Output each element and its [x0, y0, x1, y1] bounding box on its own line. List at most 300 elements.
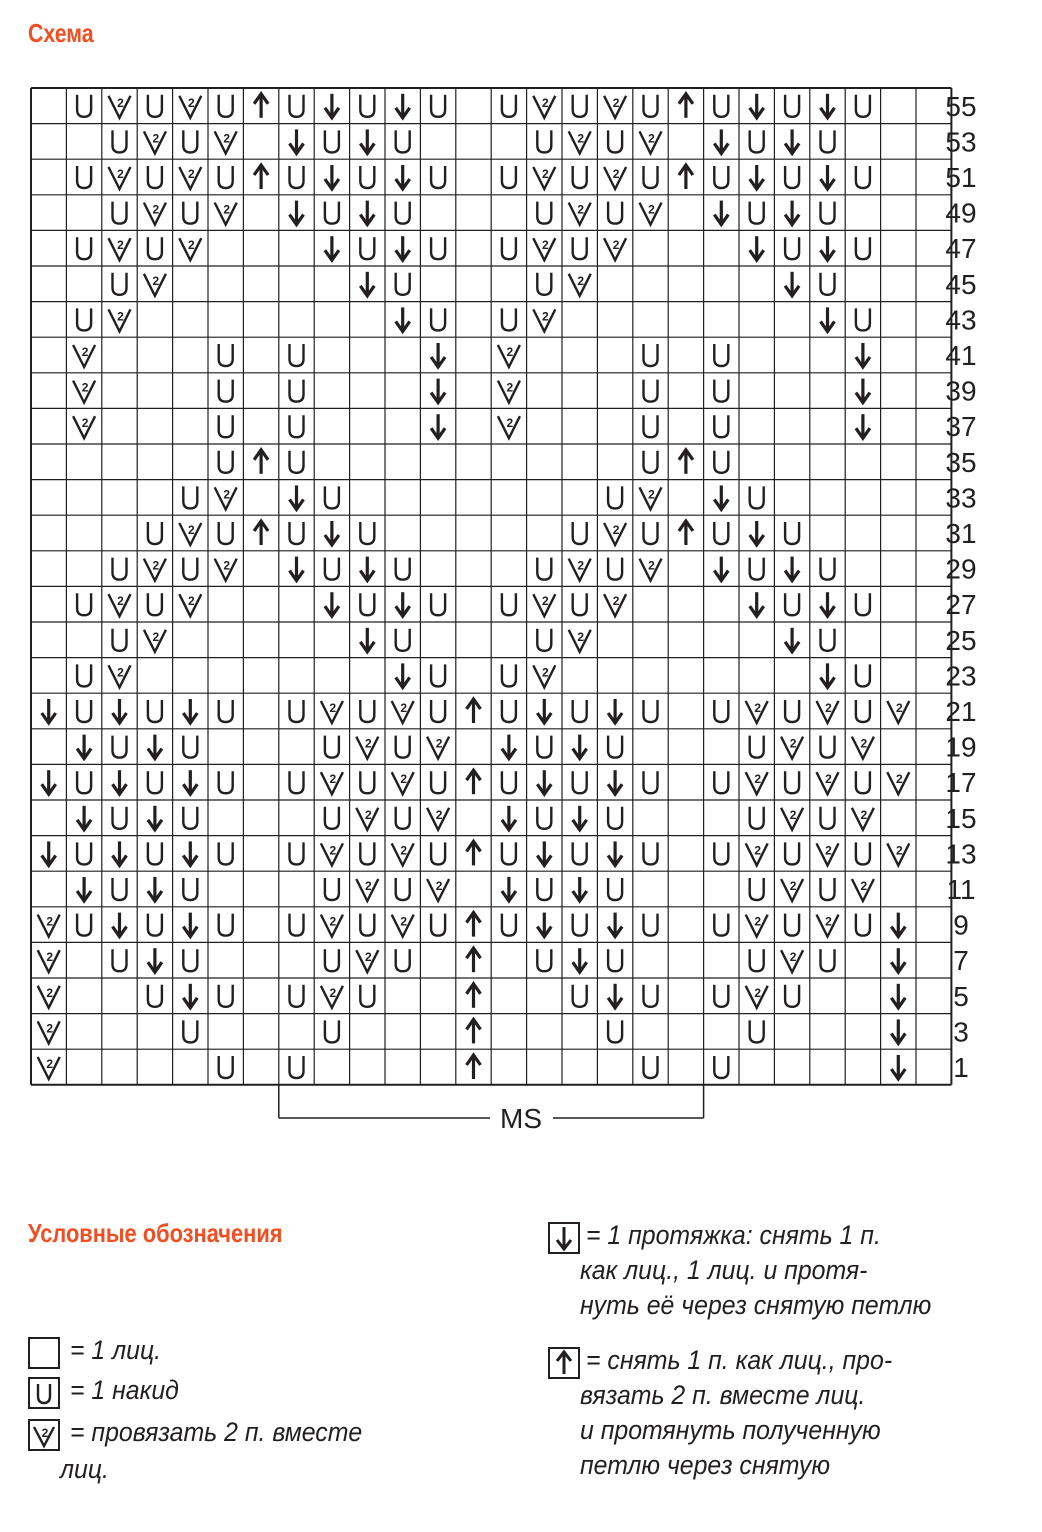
row-number: 53: [945, 126, 977, 158]
svg-text:2: 2: [329, 843, 337, 858]
row-number: 33: [945, 482, 977, 514]
yarn-over-symbol: [856, 664, 870, 686]
yarn-over-symbol: [714, 985, 728, 1007]
yarn-over-symbol: [502, 842, 516, 864]
yarn-over-symbol: [750, 878, 764, 900]
yarn-over-symbol: [785, 522, 799, 544]
k2tog-symbol: [144, 203, 166, 225]
yarn-over-symbol: [537, 130, 551, 152]
skpo-symbol: [183, 699, 197, 723]
k2tog-symbol: [215, 559, 237, 581]
yarn-over-symbol: [219, 1056, 233, 1078]
k2tog-symbol: [640, 487, 662, 509]
skpo-symbol: [891, 913, 905, 937]
yarn-over-symbol: [856, 95, 870, 117]
yarn-over-symbol: [750, 736, 764, 758]
yarn-over-symbol: [325, 486, 339, 508]
yarn-over-symbol: [750, 202, 764, 224]
yarn-over-symbol: [573, 237, 587, 259]
svg-text:2: 2: [612, 238, 620, 253]
yarn-over-symbol: [431, 842, 445, 864]
yarn-over-symbol: [608, 558, 622, 580]
k2tog-symbol: [640, 131, 662, 153]
yarn-over-symbol: [714, 1056, 728, 1078]
svg-text:2: 2: [364, 950, 372, 965]
k2tog-symbol: [817, 772, 839, 794]
yarn-over-symbol: [113, 807, 127, 829]
yarn-over-symbol: [431, 664, 445, 686]
skpo-symbol: [396, 94, 410, 118]
svg-text:2: 2: [577, 131, 585, 146]
yarn-over-symbol: [644, 842, 658, 864]
yarn-over-symbol: [644, 985, 658, 1007]
yarn-over-symbol: [573, 700, 587, 722]
k2tog-symbol: [746, 701, 768, 723]
yarn-over-symbol: [360, 166, 374, 188]
yarn-over-symbol: [113, 202, 127, 224]
yarn-over-symbol: [360, 700, 374, 722]
yarn-over-symbol: [360, 771, 374, 793]
svg-text:2: 2: [152, 131, 160, 146]
svg-text:2: 2: [223, 487, 231, 502]
svg-text:2: 2: [506, 345, 514, 359]
svg-text:2: 2: [152, 558, 160, 573]
yarn-over-symbol: [714, 415, 728, 437]
skpo-symbol: [360, 557, 374, 581]
svg-text:2: 2: [41, 1426, 49, 1440]
k2tog-symbol: [38, 950, 60, 972]
yarn-over-symbol: [183, 486, 197, 508]
k2tog-symbol: [817, 915, 839, 937]
svg-text:2: 2: [754, 985, 762, 1000]
yarn-over-symbol: [573, 842, 587, 864]
svg-text:2: 2: [860, 736, 868, 751]
yarn-over-symbol: [77, 771, 91, 793]
k2tog-symbol: [569, 131, 591, 153]
svg-text:2: 2: [329, 701, 337, 715]
skpo-symbol: [785, 628, 799, 652]
svg-text:2: 2: [223, 131, 231, 146]
skpo-symbol: [821, 236, 835, 260]
yarn-over-symbol: [290, 380, 304, 402]
yarn-over-symbol: [502, 914, 516, 936]
yarn-over-symbol: [644, 771, 658, 793]
skpo-symbol: [325, 165, 339, 189]
k2tog-symbol: [38, 1057, 60, 1079]
k2tog-symbol: [392, 843, 414, 865]
yarn-over-symbol: [856, 842, 870, 864]
skpo-symbol: [537, 913, 551, 937]
yarn-over-symbol: [644, 1056, 658, 1078]
yarn-over-symbol: [219, 451, 233, 473]
skpo-symbol: [431, 414, 445, 438]
yarn-over-symbol: [290, 1056, 304, 1078]
k2tog-symbol: [604, 238, 626, 260]
k2tog-symbol: [356, 737, 378, 759]
k2tog-symbol: [109, 594, 131, 616]
yarn-over-symbol: [219, 842, 233, 864]
yarn-over-symbol: [396, 558, 410, 580]
yarn-over-symbol: [608, 807, 622, 829]
row-number: 31: [945, 518, 977, 549]
yarn-over-symbol: [325, 130, 339, 152]
svg-text:2: 2: [789, 807, 797, 822]
row-number: 27: [945, 589, 977, 621]
yarn-over-symbol: [821, 949, 835, 971]
svg-text:2: 2: [364, 736, 372, 751]
sk2po-symbol: [679, 521, 693, 545]
yarn-over-symbol: [396, 949, 410, 971]
skpo-symbol: [148, 877, 162, 901]
yarn-over-symbol: [537, 629, 551, 651]
skpo-symbol: [785, 272, 799, 296]
skpo-symbol: [396, 307, 410, 331]
k2tog-symbol: [569, 630, 591, 652]
svg-text:2: 2: [541, 665, 549, 680]
skpo-symbol: [42, 770, 56, 794]
svg-text:2: 2: [46, 985, 54, 1000]
skpo-symbol: [856, 414, 870, 438]
yarn-over-symbol: [750, 130, 764, 152]
skpo-symbol: [750, 521, 764, 545]
sk2po-symbol: [467, 770, 481, 794]
svg-text:2: 2: [754, 701, 762, 715]
k2tog-symbol: [179, 594, 201, 616]
sk2po-icon: [548, 1347, 580, 1379]
yarn-over-symbol: [290, 985, 304, 1007]
k2tog-symbol: [781, 950, 803, 972]
yarn-over-symbol: [644, 95, 658, 117]
row-number: 3: [953, 1016, 969, 1048]
yarn-over-symbol: [360, 985, 374, 1007]
yarn-over-symbol: [821, 878, 835, 900]
sk2po-symbol: [254, 165, 268, 189]
skpo-symbol: [821, 94, 835, 118]
yarn-over-symbol: [856, 771, 870, 793]
k2tog-symbol: [392, 701, 414, 723]
sk2po-symbol: [467, 913, 481, 937]
svg-text:2: 2: [577, 202, 585, 217]
yarn-over-symbol: [608, 949, 622, 971]
yarn-over-symbol: [113, 629, 127, 651]
skpo-symbol: [360, 272, 374, 296]
yarn-over-symbol: [396, 130, 410, 152]
k2tog-symbol: [144, 630, 166, 652]
svg-text:2: 2: [400, 772, 408, 787]
yarn-over-symbol: [431, 308, 445, 330]
yarn-over-symbol: [148, 237, 162, 259]
yarn-over-symbol: [148, 771, 162, 793]
row-number: 13: [945, 838, 977, 870]
yarn-over-symbol: [77, 308, 91, 330]
yarn-over-symbol: [77, 95, 91, 117]
yarn-over-symbol: [537, 202, 551, 224]
k2tog-symbol: [533, 167, 555, 189]
yarn-over-symbol: [396, 736, 410, 758]
yarn-over-symbol: [644, 914, 658, 936]
legend-skpo-text-1: = 1 протяжка: снять 1 п.: [586, 1220, 881, 1250]
svg-text:2: 2: [81, 416, 89, 431]
sk2po-symbol: [467, 1055, 481, 1079]
svg-text:2: 2: [754, 772, 762, 787]
svg-text:2: 2: [612, 95, 620, 110]
row-number: 55: [945, 90, 977, 122]
k2tog-symbol: [746, 915, 768, 937]
yarn-over-symbol: [714, 842, 728, 864]
skpo-symbol: [148, 948, 162, 972]
yarn-over-symbol: [113, 558, 127, 580]
legend-sk2po-text-3: и протянуть полученную: [580, 1415, 881, 1445]
svg-text:2: 2: [117, 594, 124, 609]
svg-text:2: 2: [789, 879, 797, 893]
yarn-over-symbol: [290, 95, 304, 117]
k2tog-symbol: [533, 665, 555, 687]
legend-k2tog-text-2: лиц.: [60, 1454, 109, 1484]
legend-knit-text: = 1 лиц.: [70, 1335, 162, 1365]
row-number: 29: [945, 553, 977, 585]
yarn-over-symbol: [325, 558, 339, 580]
yarn-over-symbol: [644, 451, 658, 473]
k2tog-symbol: [215, 203, 237, 225]
yarn-over-symbol: [785, 95, 799, 117]
yarn-over-symbol: [113, 949, 127, 971]
svg-text:2: 2: [860, 807, 868, 822]
yarn-over-symbol: [537, 878, 551, 900]
k2tog-symbol: [817, 701, 839, 723]
yarn-over-symbol: [219, 985, 233, 1007]
yarn-over-symbol: [431, 237, 445, 259]
yarn-over-symbol: [431, 95, 445, 117]
yarn-over-symbol: [431, 593, 445, 615]
svg-text:2: 2: [329, 914, 337, 929]
yarn-over-symbol: [502, 237, 516, 259]
skpo-symbol: [750, 236, 764, 260]
yarn-over-symbol: [431, 700, 445, 722]
yarn-over-symbol: [148, 914, 162, 936]
k2tog-symbol: [321, 843, 343, 865]
row-number: 39: [945, 375, 977, 407]
svg-text:2: 2: [895, 772, 903, 787]
skpo-symbol: [821, 307, 835, 331]
svg-text:2: 2: [400, 843, 408, 858]
k2tog-symbol: [144, 274, 166, 296]
yarn-over-symbol: [714, 380, 728, 402]
yarn-over-symbol: [396, 807, 410, 829]
k2tog-symbol: [356, 879, 378, 901]
yarn-over-symbol: [785, 985, 799, 1007]
svg-text:2: 2: [541, 167, 549, 181]
yarn-over-symbol: [537, 807, 551, 829]
k2tog-symbol: [356, 808, 378, 830]
yarn-over-symbol: [219, 344, 233, 366]
yarn-over-symbol: [573, 771, 587, 793]
row-number: 19: [945, 731, 977, 763]
skpo-symbol: [431, 379, 445, 403]
yarn-over-symbol: [750, 1020, 764, 1042]
yarn-over-symbol: [644, 415, 658, 437]
svg-text:2: 2: [435, 879, 443, 893]
yarn-over-symbol: [821, 807, 835, 829]
empty-cell-icon: [28, 1337, 60, 1369]
yarn-over-symbol: [77, 914, 91, 936]
k2tog-symbol: [38, 915, 60, 937]
skpo-symbol: [290, 129, 304, 153]
k2tog-symbol: [215, 487, 237, 509]
yarn-over-symbol: [502, 664, 516, 686]
yarn-over-symbol: [77, 593, 91, 615]
skpo-symbol: [714, 129, 728, 153]
svg-text:2: 2: [81, 345, 89, 359]
skpo-symbol: [785, 129, 799, 153]
yarn-over-symbol: [750, 807, 764, 829]
legend-sk2po-text-1: = снять 1 п. как лиц., про-: [586, 1345, 893, 1375]
k2tog-symbol: [392, 772, 414, 794]
svg-text:2: 2: [400, 914, 408, 929]
skpo-symbol: [325, 94, 339, 118]
row-number: 23: [945, 660, 977, 692]
svg-text:2: 2: [541, 309, 549, 324]
skpo-symbol: [750, 94, 764, 118]
ms-bracket: [279, 1085, 704, 1134]
skpo-symbol: [785, 201, 799, 225]
legend-skpo-text-3: нуть её через снятую петлю: [580, 1290, 932, 1320]
yarn-over-symbol: [396, 273, 410, 295]
k2tog-symbol: [887, 843, 909, 865]
svg-text:2: 2: [789, 950, 797, 965]
svg-text:2: 2: [364, 879, 372, 893]
skpo-symbol: [183, 913, 197, 937]
yarn-over-symbol: [714, 344, 728, 366]
yarn-over-symbol: [290, 166, 304, 188]
yarn-over-symbol: [219, 415, 233, 437]
legend-k2tog-text-1: = провязать 2 п. вместе: [70, 1417, 363, 1447]
row-number: 47: [945, 233, 977, 265]
k2tog-symbol: [427, 808, 449, 830]
k2tog-symbol: [144, 131, 166, 153]
k2tog-symbol: [533, 309, 555, 331]
chart-title: Схема: [28, 18, 94, 48]
yarn-over-symbol: [714, 522, 728, 544]
k2tog-symbol: [179, 96, 201, 118]
sk2po-symbol: [467, 841, 481, 865]
svg-text:2: 2: [612, 594, 620, 609]
skpo-symbol: [113, 770, 127, 794]
yarn-over-symbol: [714, 95, 728, 117]
svg-text:2: 2: [46, 914, 54, 929]
yarn-over-symbol: [537, 736, 551, 758]
skpo-symbol: [608, 841, 622, 865]
svg-text:2: 2: [81, 380, 89, 395]
legend-skpo-text-2: как лиц., 1 лиц. и протя-: [580, 1255, 868, 1285]
skpo-symbol: [360, 129, 374, 153]
row-number: 15: [945, 802, 977, 834]
k2tog-symbol: [179, 238, 201, 260]
k2tog-symbol: [179, 167, 201, 189]
yarn-over-symbol: [644, 522, 658, 544]
yarn-over-symbol: [821, 558, 835, 580]
svg-text:2: 2: [825, 843, 832, 858]
skpo-symbol: [290, 557, 304, 581]
yarn-over-symbol: [325, 1020, 339, 1042]
row-number: 25: [945, 624, 977, 656]
yarn-over-symbol: [183, 202, 197, 224]
sk2po-symbol: [467, 984, 481, 1008]
svg-text:2: 2: [506, 380, 514, 395]
yarn-over-symbol: [573, 95, 587, 117]
yarn-over-symbol: [537, 949, 551, 971]
svg-text:2: 2: [117, 665, 124, 680]
skpo-symbol: [113, 841, 127, 865]
skpo-symbol: [290, 485, 304, 509]
yarn-over-symbol: [537, 558, 551, 580]
row-number: 11: [946, 874, 976, 905]
k2tog-symbol: [356, 950, 378, 972]
svg-text:2: 2: [541, 594, 549, 609]
yarn-over-symbol: [396, 202, 410, 224]
legend-title: Условные обозначения: [28, 1218, 283, 1248]
k2tog-symbol: [109, 238, 131, 260]
svg-text:2: 2: [46, 1021, 54, 1036]
k2tog-symbol: [887, 701, 909, 723]
yarn-over-symbol: [219, 95, 233, 117]
skpo-symbol: [396, 236, 410, 260]
yarn-over-symbol: [219, 380, 233, 402]
row-number: 7: [953, 945, 969, 977]
yarn-over-symbol: [573, 914, 587, 936]
yarn-over-symbol: [183, 807, 197, 829]
yarn-over-symbol: [396, 629, 410, 651]
k2tog-symbol: [604, 594, 626, 616]
yarn-over-symbol: [183, 130, 197, 152]
ms-label: MS: [500, 1103, 542, 1134]
k2tog-symbol: [498, 381, 520, 403]
k2tog-symbol: [781, 879, 803, 901]
k2tog-symbol: [498, 345, 520, 367]
k2tog-symbol: [852, 879, 874, 901]
yarn-over-symbol: [856, 593, 870, 615]
skpo-symbol: [608, 913, 622, 937]
yarn-over-symbol: [431, 914, 445, 936]
yarn-over-symbol: [608, 202, 622, 224]
skpo-symbol: [183, 770, 197, 794]
skpo-symbol: [537, 841, 551, 865]
skpo-symbol: [573, 735, 587, 759]
k2tog-symbol: [640, 559, 662, 581]
k2tog-symbol: [852, 737, 874, 759]
svg-text:2: 2: [364, 807, 372, 822]
yarn-over-symbol: [113, 878, 127, 900]
yarn-over-symbol: [785, 914, 799, 936]
svg-text:2: 2: [612, 167, 620, 181]
row-number: 9: [953, 909, 969, 941]
row-number: 49: [945, 197, 977, 229]
k2tog-symbol: [321, 701, 343, 723]
yarn-over-symbol: [325, 736, 339, 758]
yarn-over-symbol: [502, 700, 516, 722]
yarn-over-symbol: [290, 771, 304, 793]
skpo-symbol: [750, 592, 764, 616]
yarn-over-symbol: [183, 736, 197, 758]
svg-text:2: 2: [46, 950, 54, 965]
yarn-over-symbol: [785, 166, 799, 188]
svg-text:2: 2: [895, 701, 903, 715]
skpo-symbol: [113, 699, 127, 723]
yarn-over-symbol: [290, 522, 304, 544]
yarn-over-symbol: [644, 380, 658, 402]
svg-text:2: 2: [648, 131, 655, 146]
sk2po-symbol: [254, 94, 268, 118]
yarn-over-symbol: [325, 807, 339, 829]
